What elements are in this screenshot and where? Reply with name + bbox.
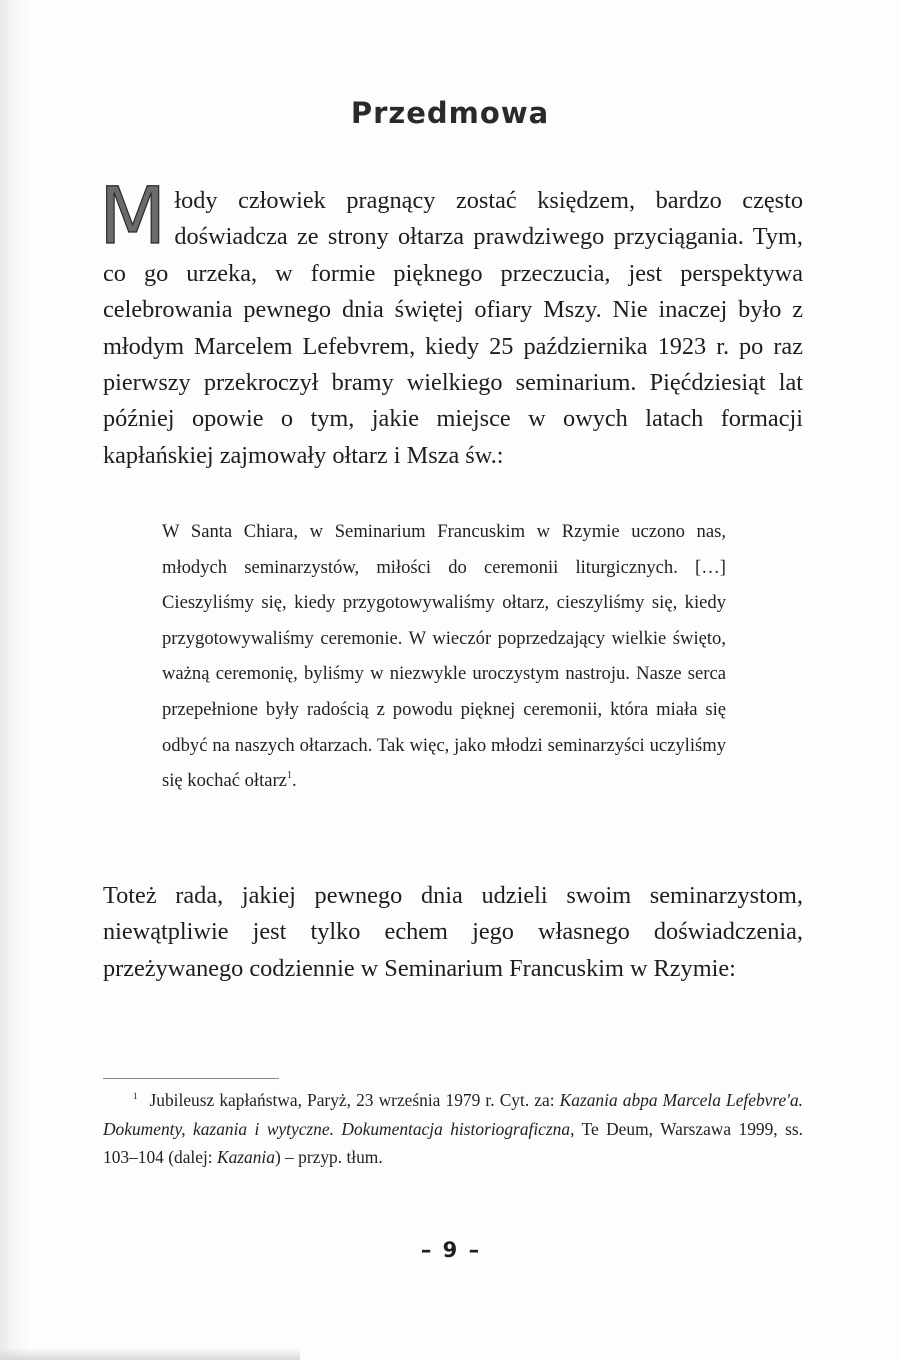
footnote-number: 1 — [133, 1091, 138, 1101]
footnote-text-2: , Te Deum, Warszawa 1999, ss. 103–104 (dalej: — [103, 1118, 803, 1167]
intro-paragraph — [99, 172, 803, 474]
chapter-title: Przedmowa — [350, 96, 550, 130]
footnote — [103, 1086, 803, 1172]
quote-text: W Santa Chiara, w Seminarium Francuskim w Rzymie uczono nas, młodych seminarzystów, miłości do ceremonii liturgicznych. […] Cieszyliśmy się, kiedy przygotowywaliśmy ołtarz, cieszyliśmy się, kiedy przygotowywaliśmy ceremonie. W wieczór poprzedzający wielkie święto, ważną ceremonię, byliśmy w niezwykle uroczystym nastroju. Nasze serca przepełnione były radością z powodu pięknej ceremonii, która miała się odbyć na naszych ołtarzach. Tak więc, jako młodzi seminarzyści uczyliśmy się kochać ołtarz — [162, 521, 726, 792]
scan-shadow — [0, 1348, 300, 1360]
second-paragraph-text: Toteż rada, jakiej pewnego dnia udzieli swoim seminarzystom, niewątpliwie jest tylko echem jego własnego doświadczenia, przeżywanego codziennie w Seminarium Francuskim w Rzymie: — [103, 882, 803, 982]
footnote-text-3: ) – przyp. tłum. — [274, 1147, 383, 1167]
footnote-title-italic: Kazania abpa Marcela Lefebvre'a. Dokumenty, kazania i wytyczne. Dokumentacja historiograficzna — [103, 1090, 803, 1139]
block-quote — [162, 514, 726, 799]
second-paragraph — [103, 878, 803, 987]
footnote-short-title-italic: Kazania — [216, 1147, 275, 1167]
quote-end: . — [291, 770, 297, 792]
intro-paragraph-text: łody człowiek pragnący zostać księdzem, bardzo często doświadcza ze strony ołtarza prawdziwego przyciągania. Tym, co go urzeka, w formie pięknego przeczucia, jest perspektywa celebrowania pewnego dnia świętej ofiary Mszy. Nie inaczej było z młodym Marcelem Lefebvrem, kiedy 25 października 1923 r. po raz pierwszy przekroczył bramy wielkiego seminarium. Pięćdziesiąt lat później opowie o tym, jakie miejsce w owych latach formacji kapłańskiej zajmowały ołtarz i Msza św.: — [103, 187, 803, 469]
drop-cap: M — [99, 172, 167, 262]
footnote-reference[interactable]: 1 — [286, 770, 292, 782]
page-number: – 9 – — [420, 1238, 480, 1262]
footnote-divider — [103, 1078, 279, 1079]
footnote-text-1: Jubileusz kapłaństwa, Paryż, 23 września 1979 r. Cyt. za: — [149, 1090, 560, 1110]
